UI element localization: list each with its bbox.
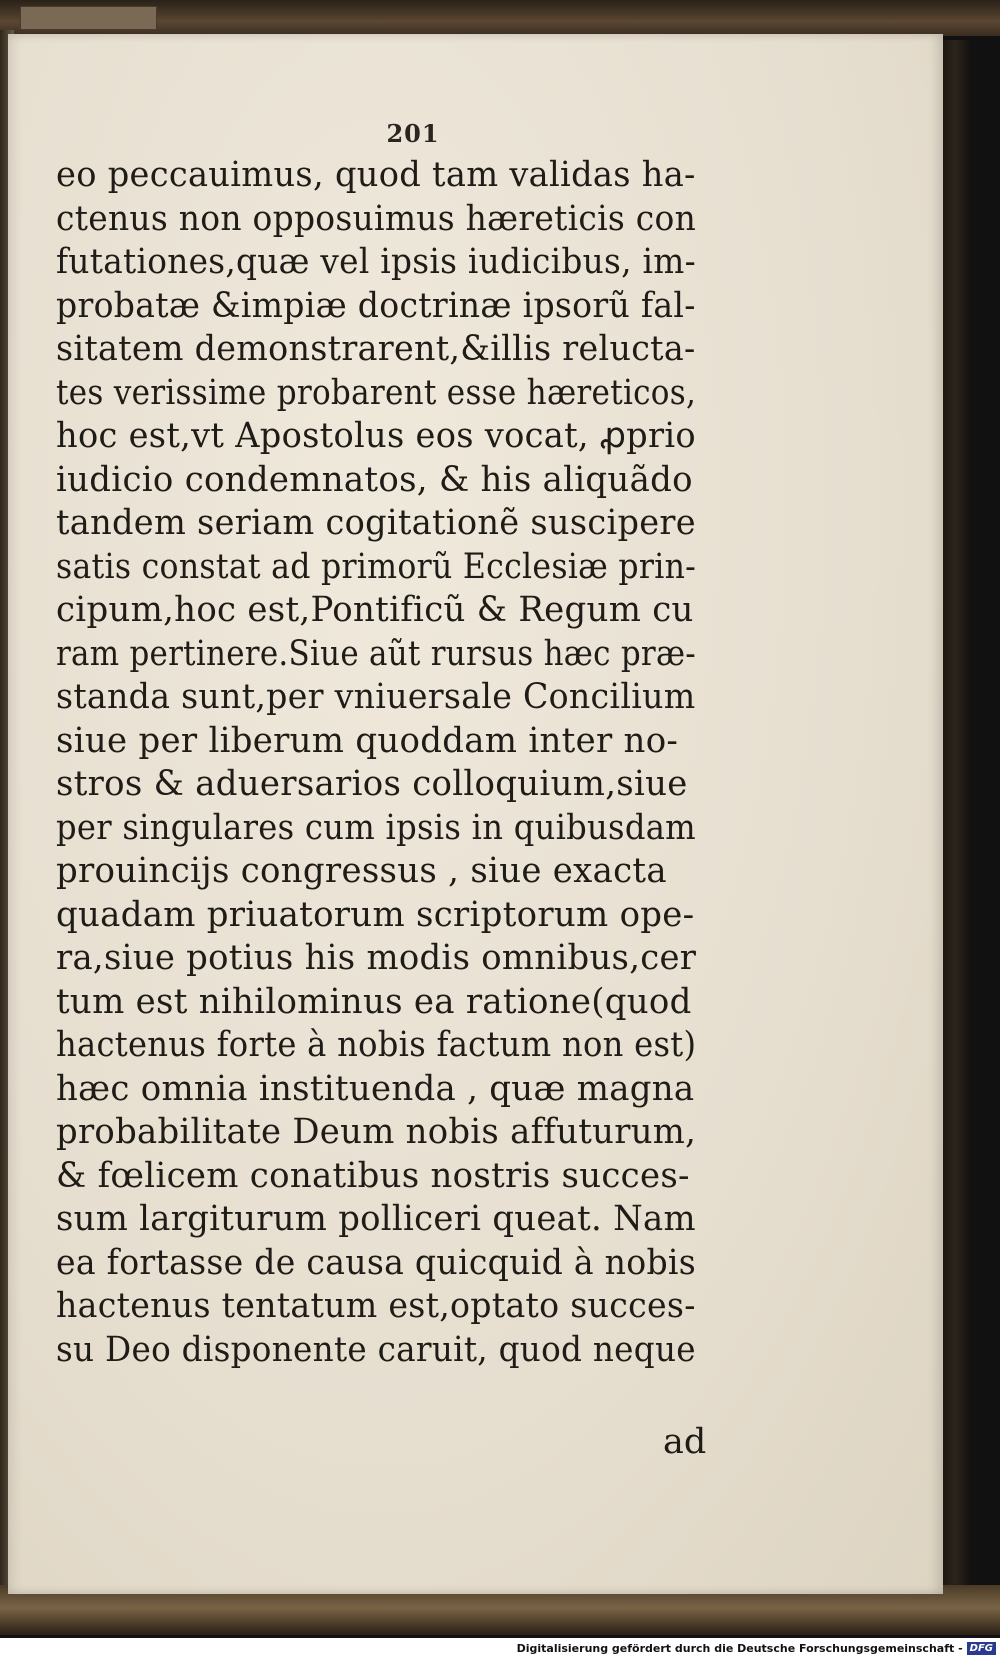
text-line: & fœlicem conatibus nostris succes- (56, 1155, 690, 1196)
text-line: tes verissime probarent esse hæreticos, (56, 372, 697, 413)
text-line: hoc est,vt Apostolus eos vocat, ꝓprio (56, 416, 696, 456)
page-edge-shadow (940, 40, 970, 1590)
text-line: standa sunt,per vniuersale Concilium (56, 677, 696, 717)
text-line: siue per liberum quoddam inter no- (56, 720, 679, 761)
text-line: eo peccauimus, quod tam validas ha- (56, 155, 696, 195)
text-line: hactenus forte à nobis factum non est) (56, 1025, 697, 1065)
text-line: futationes,quæ vel ipsis iudicibus, im- (56, 242, 696, 282)
footer-credit: Digitalisierung gefördert durch die Deutsche Forschungsgemeinschaft - (516, 1641, 963, 1655)
text-line: sum largiturum polliceri queat. Nam (56, 1199, 696, 1239)
binding-tab (20, 6, 157, 30)
catchword: ad (663, 1422, 707, 1462)
page-number: 201 (386, 119, 440, 148)
book-page (8, 34, 943, 1594)
text-line: su Deo disponente caruit, quod neque (56, 1329, 696, 1370)
text-line: satis constat ad primorũ Ecclesiæ prin- (56, 546, 697, 587)
book-binding-top (0, 0, 1000, 36)
text-line: probatæ &impiæ doctrinæ ipsorũ fal- (56, 285, 696, 326)
text-line: hactenus tentatum est,optato succes- (56, 1286, 696, 1326)
text-line: iudicio condemnatos, & his aliquãdo (56, 459, 693, 500)
text-line: hæc omnia instituenda , quæ magna (56, 1068, 695, 1109)
text-line: sitatem demonstrarent,&illis relucta- (56, 329, 696, 369)
text-line: prouincijs congressus , siue exacta (56, 851, 667, 891)
text-line: tum est nihilominus ea ratione(quod (56, 981, 692, 1022)
text-line: quadam priuatorum scriptorum ope- (56, 894, 695, 935)
text-line: per singulares cum ipsis in quibusdam (56, 807, 696, 848)
text-line: probabilitate Deum nobis affuturum, (56, 1112, 697, 1152)
text-line: ra,siue potius his modis omnibus,cer (56, 938, 697, 978)
text-line: cipum,hoc est,Pontificũ & Regum cu (56, 590, 694, 630)
text-line: ram pertinere.Siue aũt rursus hæc præ- (56, 633, 697, 674)
text-line: ctenus non opposuimus hæreticis con (56, 198, 697, 239)
digitization-footer (0, 1638, 1000, 1658)
text-line: tandem seriam cogitationẽ suscipere (56, 503, 696, 543)
text-line: stros & aduersarios colloquium,siue (56, 764, 688, 804)
body-text (56, 154, 716, 1372)
text-line: ea fortasse de causa quicquid à nobis (56, 1242, 697, 1283)
dfg-logo: DFG (967, 1642, 996, 1655)
